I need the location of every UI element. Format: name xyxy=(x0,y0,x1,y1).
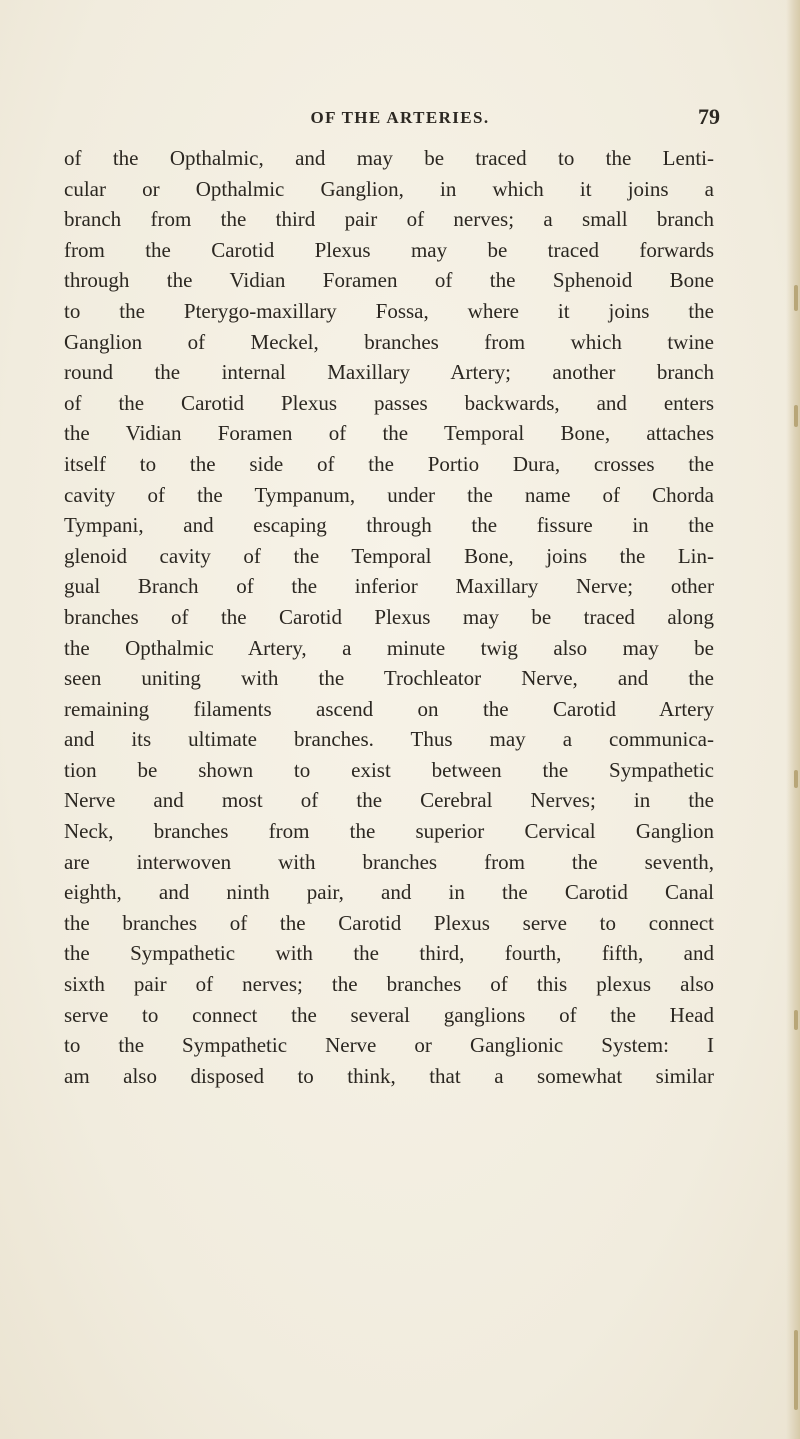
edge-stain xyxy=(794,1330,798,1410)
text-line: of the Opthalmic, and may be traced to the Lenti- xyxy=(64,146,714,170)
text-line: am also disposed to think, that a somewhat similar xyxy=(64,1063,714,1088)
running-head: OF THE ARTERIES. xyxy=(310,108,490,127)
text-line: glenoid cavity of the Temporal Bone, joins the Lin- xyxy=(64,543,714,568)
text-line: Neck, branches from the superior Cervical Ganglion xyxy=(64,819,714,844)
edge-stain xyxy=(794,1010,798,1030)
text-line: sixth pair of nerves; the branches of this plexus also xyxy=(64,972,714,997)
text-line: the branches of the Carotid Plexus serve to connect xyxy=(64,910,714,935)
edge-stain xyxy=(794,770,798,788)
text-line: through the Vidian Foramen of the Sphenoid Bone xyxy=(64,268,714,293)
edge-stain xyxy=(794,285,798,311)
text-line: tion be shown to exist between the Sympathetic xyxy=(64,757,714,782)
text-line: of the Carotid Plexus passes backwards, and enters xyxy=(64,390,714,415)
text-line: Tympani, and escaping through the fissure in the xyxy=(64,513,714,538)
text-line: to the Pterygo-maxillary Fossa, where it joins the xyxy=(64,298,714,323)
text-line: itself to the side of the Portio Dura, crosses the xyxy=(64,451,714,476)
text-line: seen uniting with the Trochleator Nerve, and the xyxy=(64,666,714,691)
text-line: branch from the third pair of nerves; a small branch xyxy=(64,207,714,232)
text-line: the Opthalmic Artery, a minute twig also may be xyxy=(64,635,714,660)
text-line: branches of the Carotid Plexus may be traced along xyxy=(64,604,714,629)
text-line: cular or Opthalmic Ganglion, in which it joins a xyxy=(64,176,714,201)
text-line: serve to connect the several ganglions of the Head xyxy=(64,1002,714,1027)
text-line: Ganglion of Meckel, branches from which twine xyxy=(64,329,714,354)
text-line: gual Branch of the inferior Maxillary Nerve; other xyxy=(64,574,714,599)
text-line: round the internal Maxillary Artery; another branch xyxy=(64,360,714,385)
body-text xyxy=(64,143,714,1091)
text-line: to the Sympathetic Nerve or Ganglionic System: I xyxy=(64,1033,714,1058)
text-line: from the Carotid Plexus may be traced forwards xyxy=(64,237,714,262)
page-edge-shadow xyxy=(786,0,800,1439)
page-number: 79 xyxy=(698,104,720,129)
page-header xyxy=(0,104,800,138)
text-line: cavity of the Tympanum, under the name of Chorda xyxy=(64,482,714,507)
text-line: the Vidian Foramen of the Temporal Bone, attaches xyxy=(64,421,714,446)
text-line: are interwoven with branches from the seventh, xyxy=(64,849,714,874)
text-line: Nerve and most of the Cerebral Nerves; in the xyxy=(64,788,714,813)
text-line: and its ultimate branches. Thus may a communica- xyxy=(64,727,714,752)
text-line: remaining filaments ascend on the Carotid Artery xyxy=(64,696,714,721)
edge-stain xyxy=(794,405,798,427)
text-line: eighth, and ninth pair, and in the Carotid Canal xyxy=(64,880,714,905)
text-line: the Sympathetic with the third, fourth, fifth, and xyxy=(64,941,714,966)
